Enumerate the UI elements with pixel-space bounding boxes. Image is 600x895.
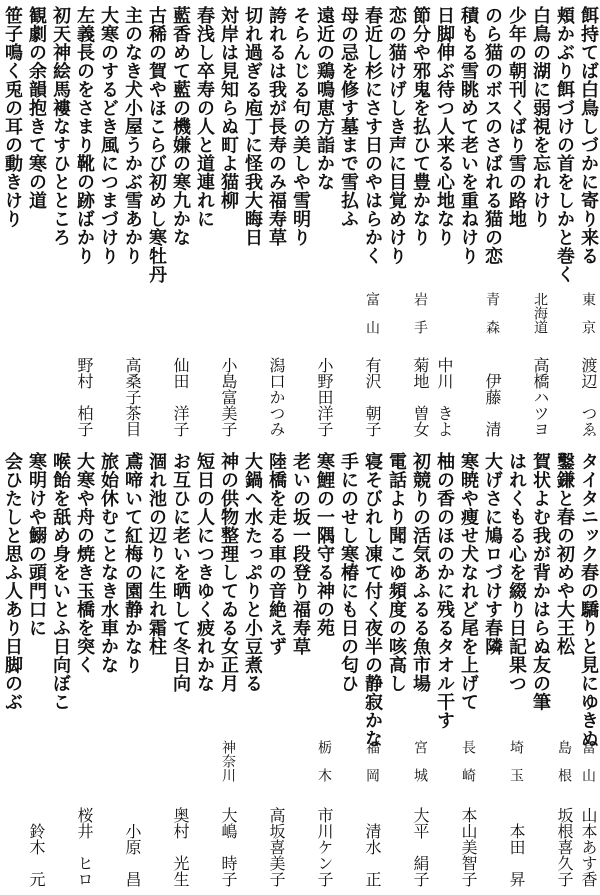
haiku-text: 誇れるは我が長寿のみ福寿草	[266, 6, 287, 247]
haiku-text: 初天神絵馬褸なすひとところ	[50, 6, 71, 247]
haiku-text: 寒明けや鰯の頭門口に	[26, 452, 47, 637]
haiku-text: 母の忌を修す墓まで雪払ふ	[338, 6, 359, 228]
author-prefecture: 東 京	[580, 292, 596, 334]
haiku-text: そらんじる句の美しや雪明り	[290, 6, 311, 247]
author-name: 桜井 ヒロ	[75, 807, 94, 887]
author-name: 潟口かつみ	[267, 357, 286, 437]
haiku-text: 観劇の余韻抱きて寒の道	[26, 6, 47, 210]
author-prefecture: 富 山	[364, 292, 380, 334]
haiku-text: 左義長のをさまり靴の跡ばかり	[74, 6, 95, 265]
haiku-text: 遠近の鶏鳴恵方詣かな	[314, 6, 335, 191]
haiku-text: 短日の人につきゆく疲れかな	[194, 452, 215, 693]
haiku-text: 日脚伸ぶ待つ人来る心地なり	[434, 6, 455, 247]
haiku-text: 陸橋を走る車の音絶えず	[266, 452, 287, 656]
author-name: 伊藤 清	[483, 373, 502, 437]
haiku-text: 大寒のするどき風につまづけり	[98, 6, 119, 265]
author-name: 有沢 朝子	[363, 357, 382, 437]
author-name: 本田 昇	[507, 823, 526, 887]
haiku-text: 笹子鳴く兎の耳の動きけり	[2, 6, 23, 228]
author-name: 大平 絹子	[411, 807, 430, 887]
author-name: 菊地 曽女	[411, 357, 430, 437]
haiku-text: 恋の猫けげしき声に目覚めけり	[386, 6, 407, 265]
haiku-text: 主のなき犬小屋うかぶ雪あかり	[122, 6, 143, 265]
haiku-text: お互ひに老いを晒して冬日向	[170, 452, 191, 693]
haiku-text: 春近し杉にさす日のやはらかく	[362, 6, 383, 265]
haiku-text: はれくもる心を綴り日記果つ	[506, 452, 527, 693]
haiku-text: 老いの坂一段登り福寿草	[290, 452, 311, 656]
author-name: 渡辺 つゑ	[579, 357, 598, 437]
haiku-text: 大寒や舟の焼き玉橋を突く	[74, 452, 95, 674]
haiku-column	[0, 0, 27, 445]
author-name: 高橋ハツヨ	[531, 357, 550, 437]
haiku-text: 積もる雪眺めて老いを重ねけり	[458, 6, 479, 265]
haiku-text: 柚の香のほのかに残るタオル干す	[434, 452, 455, 730]
haiku-text: 古稀の賀やほこらび初めし寒牡丹	[146, 6, 167, 284]
haiku-text: 大げさに鳩ロづけす春隣	[482, 452, 503, 656]
haiku-text: 頬かぶり餌づけの首をしかと巻く	[554, 6, 575, 284]
author-prefecture: 宮 城	[412, 740, 428, 782]
author-prefecture: 島 根	[556, 740, 572, 782]
haiku-text: 藍香めて藍の機嫌の寒九かな	[170, 6, 191, 247]
author-name: 高坂喜美子	[267, 807, 286, 887]
haiku-text: 大鍋へ水たっぷりと小豆煮る	[242, 452, 263, 693]
haiku-text: 春浅し卒寿の人と道連れに	[194, 6, 215, 228]
author-name: 小野田洋子	[315, 357, 334, 437]
haiku-text: 初競りの活気あふるる魚市場	[410, 452, 431, 693]
haiku-text: 寒暁や痩せ犬なれど尾を上げて	[458, 452, 479, 711]
author-name: 坂根喜久子	[555, 807, 574, 887]
author-name: 小原 昌	[123, 823, 142, 887]
haiku-text: タイタニック春の驕りと見にゆきぬ	[578, 452, 599, 748]
author-name: 山本あす香	[579, 807, 598, 887]
haiku-text: 会ひたしと思ふ人あり日脚のぶ	[2, 452, 23, 711]
author-name: 清水 正	[363, 823, 382, 887]
author-name: 市川ケン子	[315, 807, 334, 887]
author-name: 高桑子茶目	[123, 357, 142, 437]
author-prefecture: 青 森	[484, 292, 500, 334]
haiku-text: 手にのせし寒椿にも日の匂ひ	[338, 452, 359, 693]
haiku-text: 節分や邪鬼を払ひて豊かなり	[410, 6, 431, 247]
author-prefecture: 富 山	[580, 740, 596, 782]
haiku-text: 喉飴を舐め身をいとふ日向ぼこ	[50, 452, 71, 711]
haiku-text: 白鳥の湖に弱視を忘れけり	[530, 6, 551, 228]
author-name: 大嶋 時子	[219, 807, 238, 887]
author-name: 小島富美子	[219, 357, 238, 437]
top-section	[0, 0, 600, 445]
author-prefecture: 北海道	[532, 292, 548, 334]
author-name: 仙田 洋子	[171, 357, 190, 437]
haiku-column	[0, 448, 27, 895]
bottom-section	[0, 448, 600, 895]
author-prefecture: 岩 手	[412, 292, 428, 334]
author-prefecture: 長 崎	[460, 740, 476, 782]
author-name: 鈴木 元	[27, 823, 46, 887]
haiku-text: 電話より聞こゆ頻度の咳高し	[386, 452, 407, 693]
haiku-text: 寝そびれし凍て付く夜半の静寂かな	[362, 452, 383, 748]
haiku-text: 神の供物整理してゐる女正月	[218, 452, 239, 693]
haiku-text: 鳶啼いて紅梅の園静かなり	[122, 452, 143, 674]
haiku-text: 涸れ池の辺りに生れ霜柱	[146, 452, 167, 656]
author-prefecture: 神奈川	[220, 740, 236, 782]
author-prefecture: 福 岡	[364, 740, 380, 782]
haiku-text: 少年の朝刊くばり雪の路地	[506, 6, 527, 228]
haiku-text: 切れ過ぎる庖丁に怪我大晦日	[242, 6, 263, 247]
author-name: 中川 きよ	[435, 357, 454, 437]
haiku-text: のら猫のボスのさばれる猫の恋	[482, 6, 503, 265]
haiku-text: 鑿鎌と春の初めや大王松	[554, 452, 575, 656]
author-name: 本山美智子	[459, 807, 478, 887]
haiku-text: 賀状よむ我が背かはらぬ友の筆	[530, 452, 551, 711]
haiku-text: 旅始休むことなき水車かな	[98, 452, 119, 674]
author-name: 野村 柏子	[75, 357, 94, 437]
author-name: 奥村 光生	[171, 807, 190, 887]
haiku-text: 対岸は見知らぬ町よ猫柳	[218, 6, 239, 210]
haiku-text: 餌持てば白鳥しづかに寄り来る	[578, 6, 599, 265]
author-prefecture: 栃 木	[316, 740, 332, 782]
haiku-text: 寒鯉の一隅守る神の苑	[314, 452, 335, 637]
author-prefecture: 埼 玉	[508, 740, 524, 782]
